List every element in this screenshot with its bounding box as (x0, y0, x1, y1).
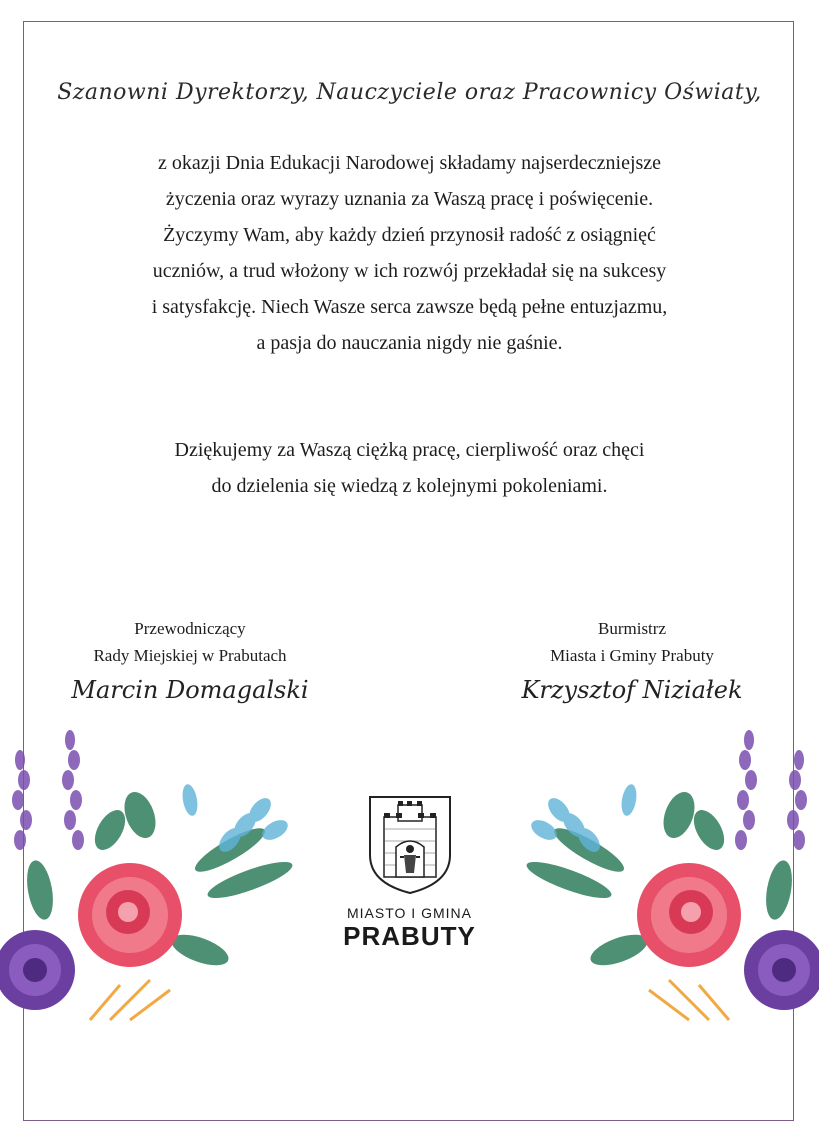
coat-of-arms-icon (368, 795, 452, 895)
paragraph-line: uczniów, a trud włożony w ich rozwój przekładał się na sukcesy (152, 260, 667, 282)
paragraph-line: Życzymy Wam, aby każdy dzień przynosił radość z osiągnięć (163, 224, 656, 246)
greeting-paragraph (60, 145, 759, 361)
thanks-paragraph (60, 432, 759, 504)
signer-title: Burmistrz (598, 619, 666, 638)
signer-name: Marcin Domagalski (71, 676, 309, 704)
signer-name: Krzysztof Niziałek (521, 676, 743, 704)
signer-title: Przewodniczący (134, 619, 246, 638)
paragraph-line: z okazji Dnia Edukacji Narodowej składamy najserdeczniejsze (157, 152, 662, 174)
floral-decoration-right (489, 720, 819, 1024)
paragraph-line: do dzielenia się wiedzą z kolejnymi pokoleniami. (211, 475, 608, 497)
paragraph-line: życzenia oraz wyrazy uznania za Waszą pracę i poświęcenie. (165, 188, 654, 210)
municipality-logo (333, 795, 486, 952)
logo-line-2: PRABUTY (343, 921, 476, 951)
paragraph-line: Dziękujemy za Waszą ciężką pracę, cierpliwość oraz chęci (174, 439, 645, 461)
paragraph-line: a pasja do nauczania nigdy nie gaśnie. (256, 332, 563, 354)
floral-decoration-left (0, 720, 330, 1024)
signer-institution: Rady Miejskiej w Prabutach (93, 646, 287, 665)
signer-institution: Miasta i Gminy Prabuty (550, 646, 714, 665)
logo-line-1: MIASTO I GMINA (347, 905, 472, 921)
paragraph-line: i satysfakcję. Niech Wasze serca zawsze będą pełne entuzjazmu, (151, 296, 668, 318)
salutation: Szanowni Dyrektorzy, Nauczyciele oraz Pracownicy Oświaty, (57, 80, 762, 105)
signature-block-mayor (482, 615, 782, 704)
signature-block-chairman (40, 615, 340, 704)
